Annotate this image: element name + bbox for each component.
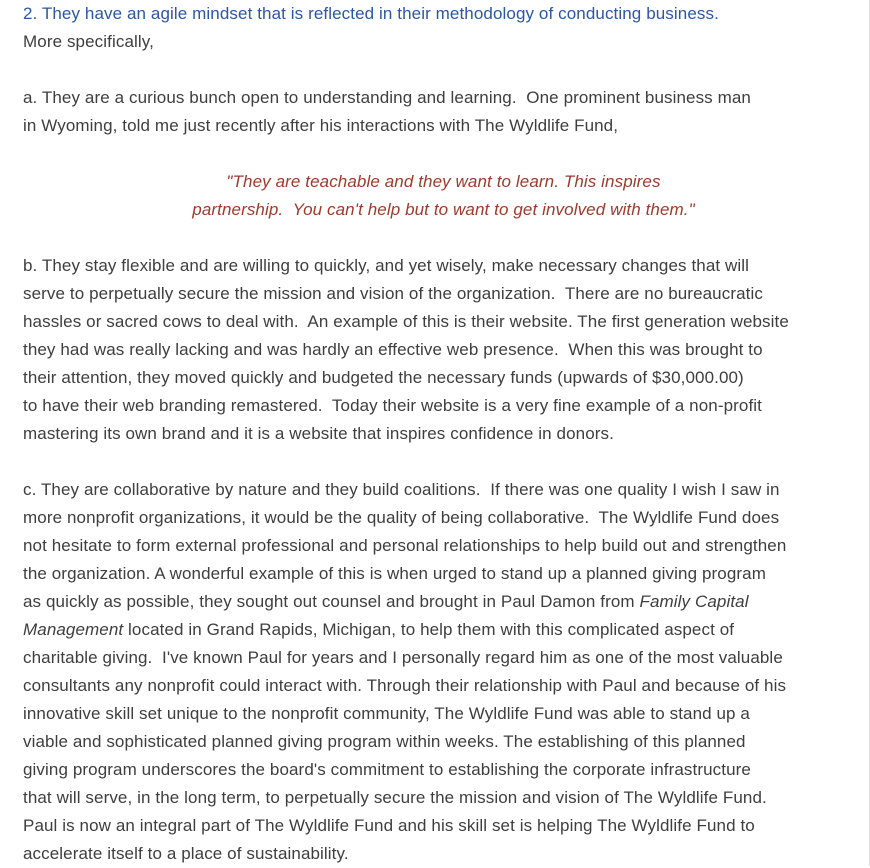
- text-line: a. They are a curious bunch open to understanding and learning. One prominent business man: [23, 88, 751, 107]
- paragraph-c: [23, 476, 864, 868]
- text-line: c. They are collaborative by nature and they build coalitions. If there was one quality I wish I saw in: [23, 480, 780, 499]
- text-line: giving program underscores the board's commitment to establishing the corporate infrastructure: [23, 760, 751, 779]
- section-heading-title: 2. They have an agile mindset that is reflected in their methodology of conducting business.: [23, 4, 719, 23]
- document-body: [23, 0, 864, 868]
- text-line: not hesitate to form external professional and personal relationships to help build out and strengthen: [23, 536, 787, 555]
- text-line: [23, 588, 864, 616]
- text-line: Paul is now an integral part of The Wyldlife Fund and his skill set is helping The Wyldlife Fund to: [23, 816, 755, 835]
- text-line: consultants any nonprofit could interact with. Through their relationship with Paul and because of his: [23, 676, 787, 695]
- text-line: more nonprofit organizations, it would be the quality of being collaborative. The Wyldlife Fund does: [23, 508, 780, 527]
- paragraph-a: [23, 84, 864, 140]
- pull-quote-line: partnership. You can't help but to want to get involved with them.": [192, 200, 695, 219]
- text-line: innovative skill set unique to the nonprofit community, The Wyldlife Fund was able to stand up a: [23, 704, 750, 723]
- text-line: their attention, they moved quickly and budgeted the necessary funds (upwards of $30,000.00): [23, 368, 744, 387]
- text-line: [23, 616, 864, 644]
- text-segment: located in Grand Rapids, Michigan, to help them with this complicated aspect of: [123, 620, 735, 639]
- text-line: that will serve, in the long term, to perpetually secure the mission and vision of The Wyldlife Fund.: [23, 788, 767, 807]
- text-line: the organization. A wonderful example of this is when urged to stand up a planned giving program: [23, 564, 766, 583]
- pull-quote-line: "They are teachable and they want to learn. This inspires: [226, 172, 661, 191]
- text-line: viable and sophisticated planned giving program within weeks. The establishing of this planned: [23, 732, 746, 751]
- company-name-italic: Family Capital: [639, 592, 749, 611]
- text-line: charitable giving. I've known Paul for years and I personally regard him as one of the most valuable: [23, 648, 783, 667]
- paragraph-b: [23, 252, 864, 448]
- text-line: accelerate itself to a place of sustainability.: [23, 844, 349, 863]
- text-line: hassles or sacred cows to deal with. An example of this is their website. The first generation website: [23, 312, 789, 331]
- section-heading-continuation: More specifically,: [23, 32, 154, 51]
- text-line: mastering its own brand and it is a website that inspires confidence in donors.: [23, 424, 614, 443]
- text-line: serve to perpetually secure the mission and vision of the organization. There are no bureaucratic: [23, 284, 763, 303]
- text-line: in Wyoming, told me just recently after his interactions with The Wyldlife Fund,: [23, 116, 619, 135]
- company-name-italic: Management: [23, 620, 124, 639]
- text-line: b. They stay flexible and are willing to quickly, and yet wisely, make necessary changes that will: [23, 256, 750, 275]
- section-heading: [23, 0, 864, 56]
- text-segment: as quickly as possible, they sought out counsel and brought in Paul Damon from: [23, 592, 640, 611]
- pull-quote: [23, 168, 864, 224]
- text-line: they had was really lacking and was hardly an effective web presence. When this was brought to: [23, 340, 763, 359]
- text-line: to have their web branding remastered. Today their website is a very fine example of a non-profit: [23, 396, 762, 415]
